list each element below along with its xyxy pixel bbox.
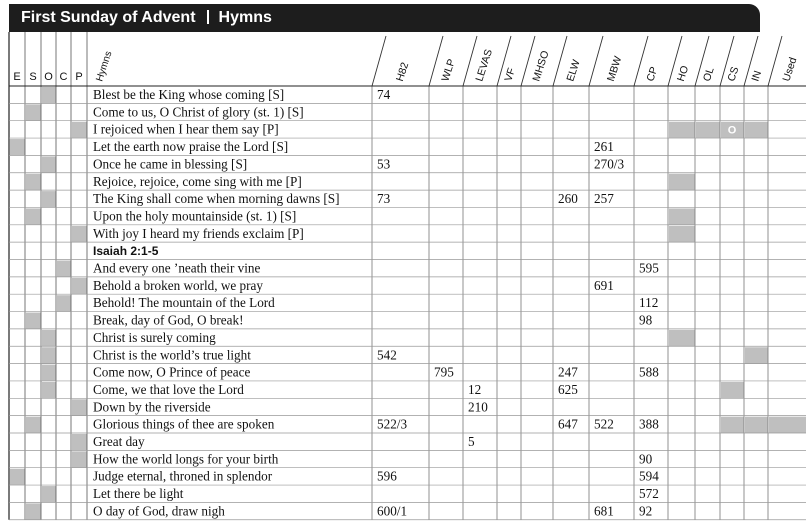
hymn-title: Let the earth now praise the Lord [S] [93,139,289,155]
use-column-label: E [13,71,21,83]
hymn-title: Christ is the world’s true light [93,347,251,363]
hymn-number-elw: 260 [558,191,578,207]
hymn-number-h82: 522/3 [377,416,408,432]
source-column-label: CS [725,65,742,83]
use-shade-cell [72,399,87,415]
hymn-title: Blest be the King whose coming [S] [93,87,285,102]
header-slant-divider [372,36,386,86]
hymn-title: O day of God, draw nigh [93,503,225,519]
page-title: First Sunday of Advent [21,9,196,26]
source-column-label: H82 [393,60,412,83]
source-shade-cell [769,417,806,433]
use-shade-cell [26,208,41,224]
source-column-label: VF [502,66,519,83]
hymn-title: Come, we that love the Lord [93,381,244,397]
hymn-title: I rejoiced when I hear them say [P] [93,121,279,137]
hymn-title: Come now, O Prince of peace [93,364,251,380]
use-shade-cell [42,365,56,381]
hymn-number-elw: 647 [558,416,578,432]
use-shade-cell [72,434,87,450]
source-shade-cell [669,330,695,346]
use-shade-cell [42,156,56,172]
use-shade-cell [42,382,56,398]
source-shade-cell [669,174,695,190]
use-shade-cell [42,87,56,103]
source-column-label: MHSO [530,49,552,83]
source-column-label: CP [644,65,661,83]
use-shade-cell [42,347,56,363]
hymn-title: Behold a broken world, we pray [93,277,263,293]
use-shade-cell [72,122,87,138]
use-shade-cell [26,174,41,190]
use-shade-cell [57,295,71,311]
use-column-label: P [75,71,83,83]
source-column-label: ELW [564,58,583,83]
source-shade-cell [745,347,768,363]
source-shade-cell [669,122,695,138]
use-shade-cell [26,417,41,433]
header-slant-divider [589,36,603,86]
hymn-title: The King shall come when morning dawns [S] [93,191,340,207]
hymn-title: Great day [93,434,145,449]
use-shade-cell [72,451,87,467]
source-shade-cell [669,226,695,242]
source-shade-cell [721,382,744,398]
source-shade-cell [745,417,768,433]
use-shade-cell [26,503,41,519]
use-shade-cell [72,278,87,294]
hymn-number-cp: 388 [639,416,659,432]
hymn-title: Glorious things of thee are spoken [93,416,275,432]
hymn-number-h82: 53 [377,156,391,172]
source-column-label: WLP [439,57,458,83]
hymn-title: Down by the riverside [93,399,211,415]
hymn-title: Rejoice, rejoice, come sing with me [P] [93,173,302,189]
hymn-number-cp: 98 [639,312,653,328]
hymn-title: Break, day of God, O break! [93,312,244,328]
hymn-number-elw: 247 [558,364,578,380]
hymn-number-cp: 572 [639,486,659,502]
use-shade-cell [42,486,56,502]
hymn-number-levas: 5 [468,434,475,449]
hymn-number-h82: 600/1 [377,503,408,519]
use-column-label: S [29,71,37,83]
hymn-number-mbw: 270/3 [594,156,625,172]
hymn-number-cp: 90 [639,451,653,467]
hymn-number-cp: 595 [639,260,659,276]
use-shade-cell [72,226,87,242]
hymn-title: Come to us, O Christ of glory (st. 1) [S] [93,104,304,120]
hymn-number-mbw: 522 [594,416,614,432]
hymn-number-levas: 210 [468,399,488,415]
hymn-number-levas: 12 [468,381,482,397]
use-shade-cell [26,313,41,329]
source-column-label: LEVAS [473,47,496,83]
hymn-number-cs: O [727,124,737,137]
hymn-number-cp: 112 [639,295,659,311]
page-subtitle: Hymns [218,9,272,26]
source-shade-cell [721,417,744,433]
use-shade-cell [42,330,56,346]
hymn-title: Once he came in blessing [S] [93,156,248,172]
hymn-number-mbw: 691 [594,277,614,293]
source-shade-cell [669,208,695,224]
hymn-number-elw: 625 [558,381,578,397]
source-shade-cell [745,122,768,138]
hymn-number-mbw: 681 [594,503,614,519]
use-column-label: C [59,71,68,83]
use-shade-cell [57,261,71,277]
hymn-number-cp: 92 [639,503,653,519]
use-shade-cell [10,139,25,155]
hymn-title: Upon the holy mountainside (st. 1) [S] [93,208,297,224]
use-shade-cell [42,191,56,207]
hymn-number-mbw: 257 [594,191,614,207]
hymn-title: How the world longs for your birth [93,451,279,467]
source-column-label: IN [749,69,765,83]
hymn-title: Christ is surely coming [93,329,216,345]
use-shade-cell [26,104,41,120]
source-column-label: HO [674,64,692,83]
section-heading: Isaiah 2:1-5 [93,244,159,259]
source-column-label: MBW [604,54,625,83]
source-shade-cell [696,122,720,138]
hymn-title: Behold! The mountain of the Lord [93,295,275,311]
source-column-label: OL [700,65,717,83]
use-column-label: O [44,71,53,83]
hymn-number-h82: 74 [377,87,391,102]
hymn-number-h82: 596 [377,468,397,484]
hymn-title: Let there be light [93,486,184,502]
hymn-title: And every one ’neath their vine [93,260,261,276]
use-shade-cell [10,469,25,485]
source-column-label: Used [780,55,800,83]
hymn-number-mbw: 261 [594,139,614,155]
hymns-column-label: Hymns [94,49,115,83]
hymn-number-wlp: 795 [434,364,454,380]
hymn-number-h82: 542 [377,347,397,363]
hymn-number-h82: 73 [377,191,391,207]
hymn-title: Judge eternal, throned in splendor [93,468,273,484]
hymn-title: With joy I heard my friends exclaim [P] [93,225,304,241]
hymn-number-cp: 594 [639,468,659,484]
hymn-number-cp: 588 [639,364,659,380]
